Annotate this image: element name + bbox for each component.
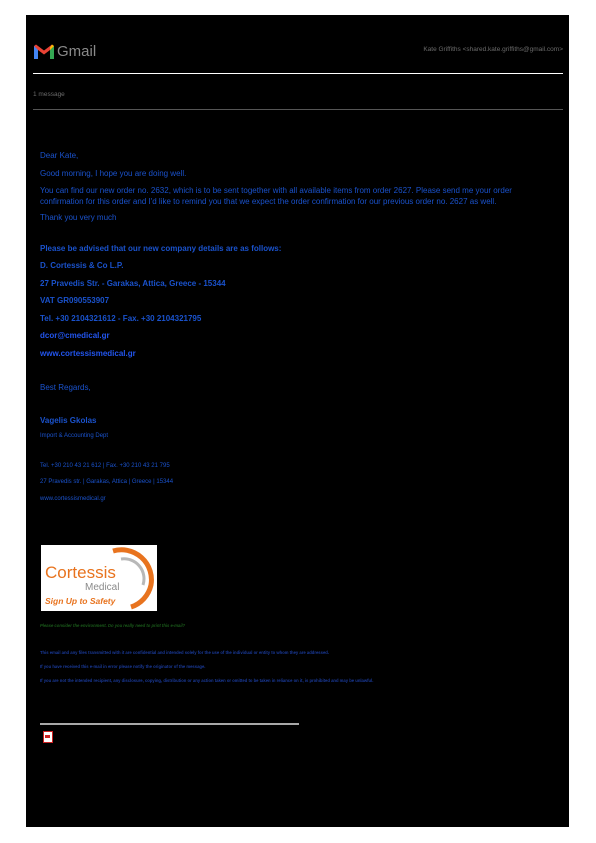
company-phone: Tel. +30 2104321612 - Fax. +30 2104321795 bbox=[40, 313, 202, 323]
signature-name: Vagelis Gkolas bbox=[40, 415, 97, 425]
email-link[interactable]: dcor@cmedical.gr bbox=[40, 331, 110, 340]
gmail-m-icon bbox=[33, 43, 55, 60]
footer-divider bbox=[40, 723, 299, 725]
logo-tagline: Sign Up to Safety bbox=[45, 596, 116, 606]
signature-address: 27 Pravedis str. | Garakas, Attica | Greece | 15344 bbox=[40, 479, 174, 485]
signature-web[interactable]: www.cortessismedical.gr bbox=[40, 495, 106, 502]
header-rule bbox=[33, 73, 563, 74]
company-name: D. Cortessis & Co L.P. bbox=[40, 261, 124, 270]
attachment-icon[interactable] bbox=[43, 731, 53, 743]
company-address: 27 Pravedis Str. - Garakas, Attica, Greece - 15344 bbox=[40, 278, 226, 288]
disclaimer-3: If you are not the intended recipient, any disclosure, copying, distribution or any action taken or omitted to be taken in reliance on it, is prohibited and may be unlawful. bbox=[40, 678, 374, 683]
environment-note: Please consider the environment. Do you really need to print this e-mail? bbox=[40, 623, 186, 628]
email-page bbox=[26, 15, 569, 827]
company-logo bbox=[41, 545, 157, 611]
web-link[interactable]: www.cortessismedical.gr bbox=[40, 348, 136, 358]
signature-dept: Import & Accounting Dept bbox=[40, 433, 109, 439]
signature-phone: Tel. +30 210 43 21 612 | Fax. +30 210 43 21 795 bbox=[40, 462, 170, 469]
logo-name: Cortessis bbox=[45, 563, 116, 582]
gmail-logo bbox=[33, 42, 113, 62]
disclaimer-2: If you have received this e-mail in error please notify the originator of the message. bbox=[40, 664, 206, 669]
regards: Best Regards, bbox=[40, 383, 91, 392]
footer bbox=[40, 623, 550, 683]
order-paragraph: You can find our new order no. 2632, which is to be sent together with all available items from order 2627. Please send me your order confirmation for this order and I'd like to remind you that we expect the order confirmation for our previous order no. 2627 as well. bbox=[40, 186, 512, 206]
disclaimer-1: This email and any files transmitted with it are confidential and intended solely for the use of the individual or entity to whom they are addressed. bbox=[40, 650, 329, 655]
thanks: Thank you very much bbox=[40, 213, 117, 222]
company-vat: VAT GR090553907 bbox=[40, 296, 110, 305]
message-rule bbox=[33, 109, 563, 110]
details-heading: Please be advised that our new company details are as follows: bbox=[40, 243, 282, 253]
email-body bbox=[40, 151, 550, 504]
greeting: Dear Kate, bbox=[40, 151, 79, 160]
message-count: 1 message bbox=[33, 91, 65, 98]
logo-sub: Medical bbox=[85, 582, 120, 593]
gmail-wordmark: Gmail bbox=[57, 43, 97, 60]
line-greeting: Good morning, I hope you are doing well. bbox=[40, 168, 187, 178]
account-label: Kate Griffiths <shared.kate.griffiths@gmail.com> bbox=[423, 46, 563, 53]
